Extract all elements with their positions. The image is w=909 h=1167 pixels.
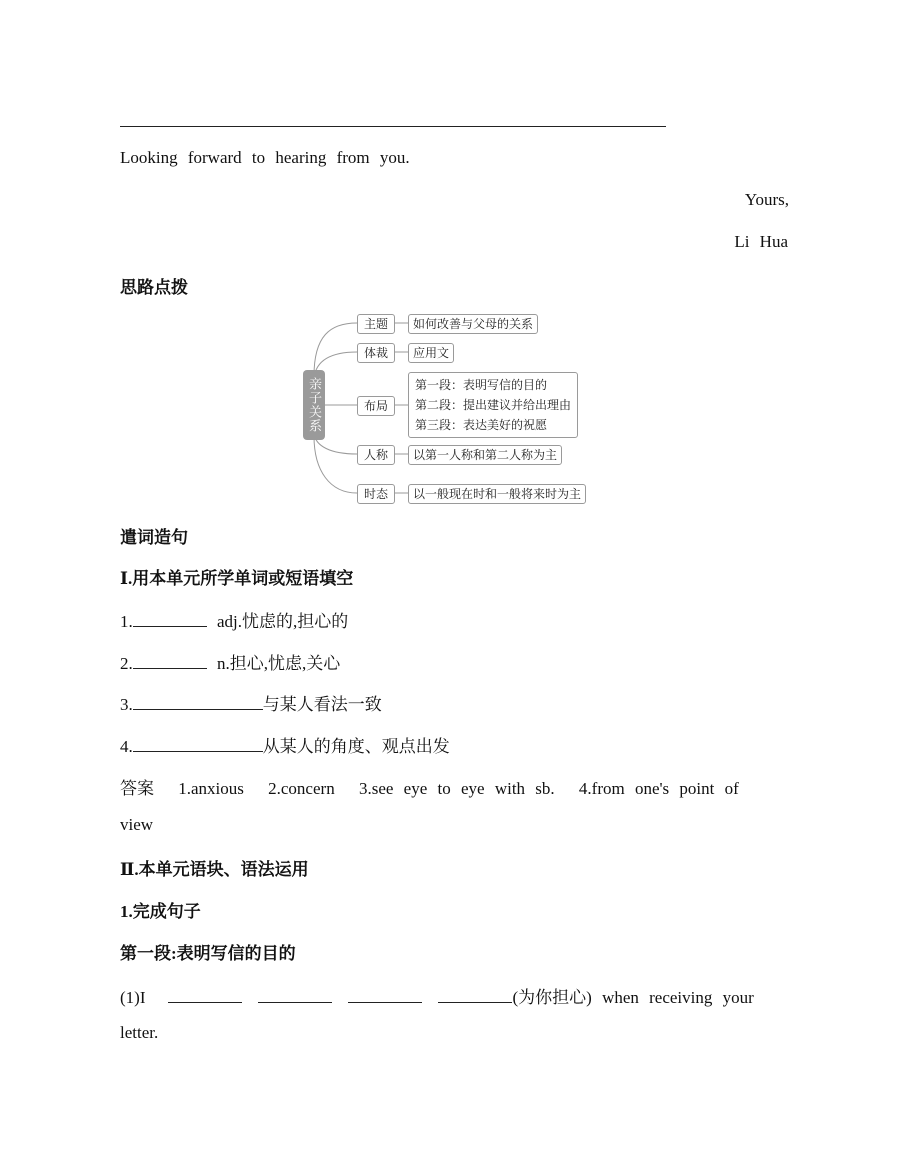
exercise-sentence xyxy=(120,983,754,1008)
item-number: 3. xyxy=(120,695,133,714)
sentence-suffix: when receiving your xyxy=(602,988,754,1007)
answer-line-1 xyxy=(120,774,753,799)
vocab-item xyxy=(120,690,382,715)
blank-field[interactable] xyxy=(438,987,512,1003)
mindmap-branch-content: 应用文 xyxy=(408,343,454,363)
mindmap-branch-content xyxy=(408,372,578,438)
answer-item: 3.see eye to eye with sb. xyxy=(358,779,555,798)
letter-closing-line: Looking forward to hearing from you. xyxy=(120,148,410,167)
vocab-item xyxy=(120,607,348,632)
answer-wrap: view xyxy=(120,815,154,834)
item-text: n.担心,忧虑,关心 xyxy=(217,654,341,673)
letter-signoff: Yours, xyxy=(744,190,789,209)
mindmap-branch-label: 体裁 xyxy=(357,343,395,363)
paragraph-title: 第一段:表明写信的目的 xyxy=(120,944,296,963)
item-number: 1. xyxy=(120,612,133,631)
blank-field[interactable] xyxy=(258,987,332,1003)
item-text: 从某人的角度、观点出发 xyxy=(262,737,450,756)
mindmap-content-line: 第一段：表明写信的目的 xyxy=(415,378,548,392)
mindmap-content-line: 第三段：表达美好的祝愿 xyxy=(415,418,548,432)
blank-field[interactable] xyxy=(133,611,207,627)
part2-subheading: 1.完成句子 xyxy=(120,902,201,921)
mindmap xyxy=(300,306,610,511)
exercise-sentence-wrap: letter. xyxy=(120,1023,159,1042)
item-text: 与某人看法一致 xyxy=(262,695,382,714)
mindmap-content-line: 第二段：提出建议并给出理由 xyxy=(415,398,572,412)
answer-item: 2.concern xyxy=(268,779,335,798)
mindmap-branch-label: 布局 xyxy=(357,396,395,416)
mindmap-branch-label: 人称 xyxy=(357,445,395,465)
mindmap-branch-content: 如何改善与父母的关系 xyxy=(408,314,538,334)
vocab-item xyxy=(120,732,450,757)
answer-item: 1.anxious xyxy=(178,779,244,798)
mindmap-branch-content: 以一般现在时和一般将来时为主 xyxy=(408,484,586,504)
part2-heading: Ⅱ.本单元语块、语法运用 xyxy=(120,860,309,879)
mindmap-branch-label: 主题 xyxy=(357,314,395,334)
vocab-item xyxy=(120,649,340,674)
answer-label: 答案 xyxy=(120,779,154,798)
letter-signature: Li Hua xyxy=(734,232,788,251)
blank-field[interactable] xyxy=(133,653,207,669)
item-number: 2. xyxy=(120,654,133,673)
answer-item: 4.from one's point of xyxy=(578,779,739,798)
answer-line xyxy=(120,126,666,127)
part1-heading: Ⅰ.用本单元所学单词或短语填空 xyxy=(120,569,354,588)
mindmap-branch-content: 以第一人称和第二人称为主 xyxy=(408,445,562,465)
chinese-hint: (为你担心) xyxy=(512,988,592,1007)
mindmap-branch-label: 时态 xyxy=(357,484,395,504)
sentence-prefix: (1)I xyxy=(120,988,146,1007)
blank-field[interactable] xyxy=(133,694,263,710)
item-number: 4. xyxy=(120,737,133,756)
blank-field[interactable] xyxy=(133,736,263,752)
section-title-words: 遣词造句 xyxy=(120,528,188,547)
section-title-thinking: 思路点拨 xyxy=(120,278,188,297)
item-text: adj.忧虑的,担心的 xyxy=(217,612,349,631)
mindmap-root: 亲子关系 xyxy=(303,370,325,440)
blank-field[interactable] xyxy=(348,987,422,1003)
blank-field[interactable] xyxy=(168,987,242,1003)
